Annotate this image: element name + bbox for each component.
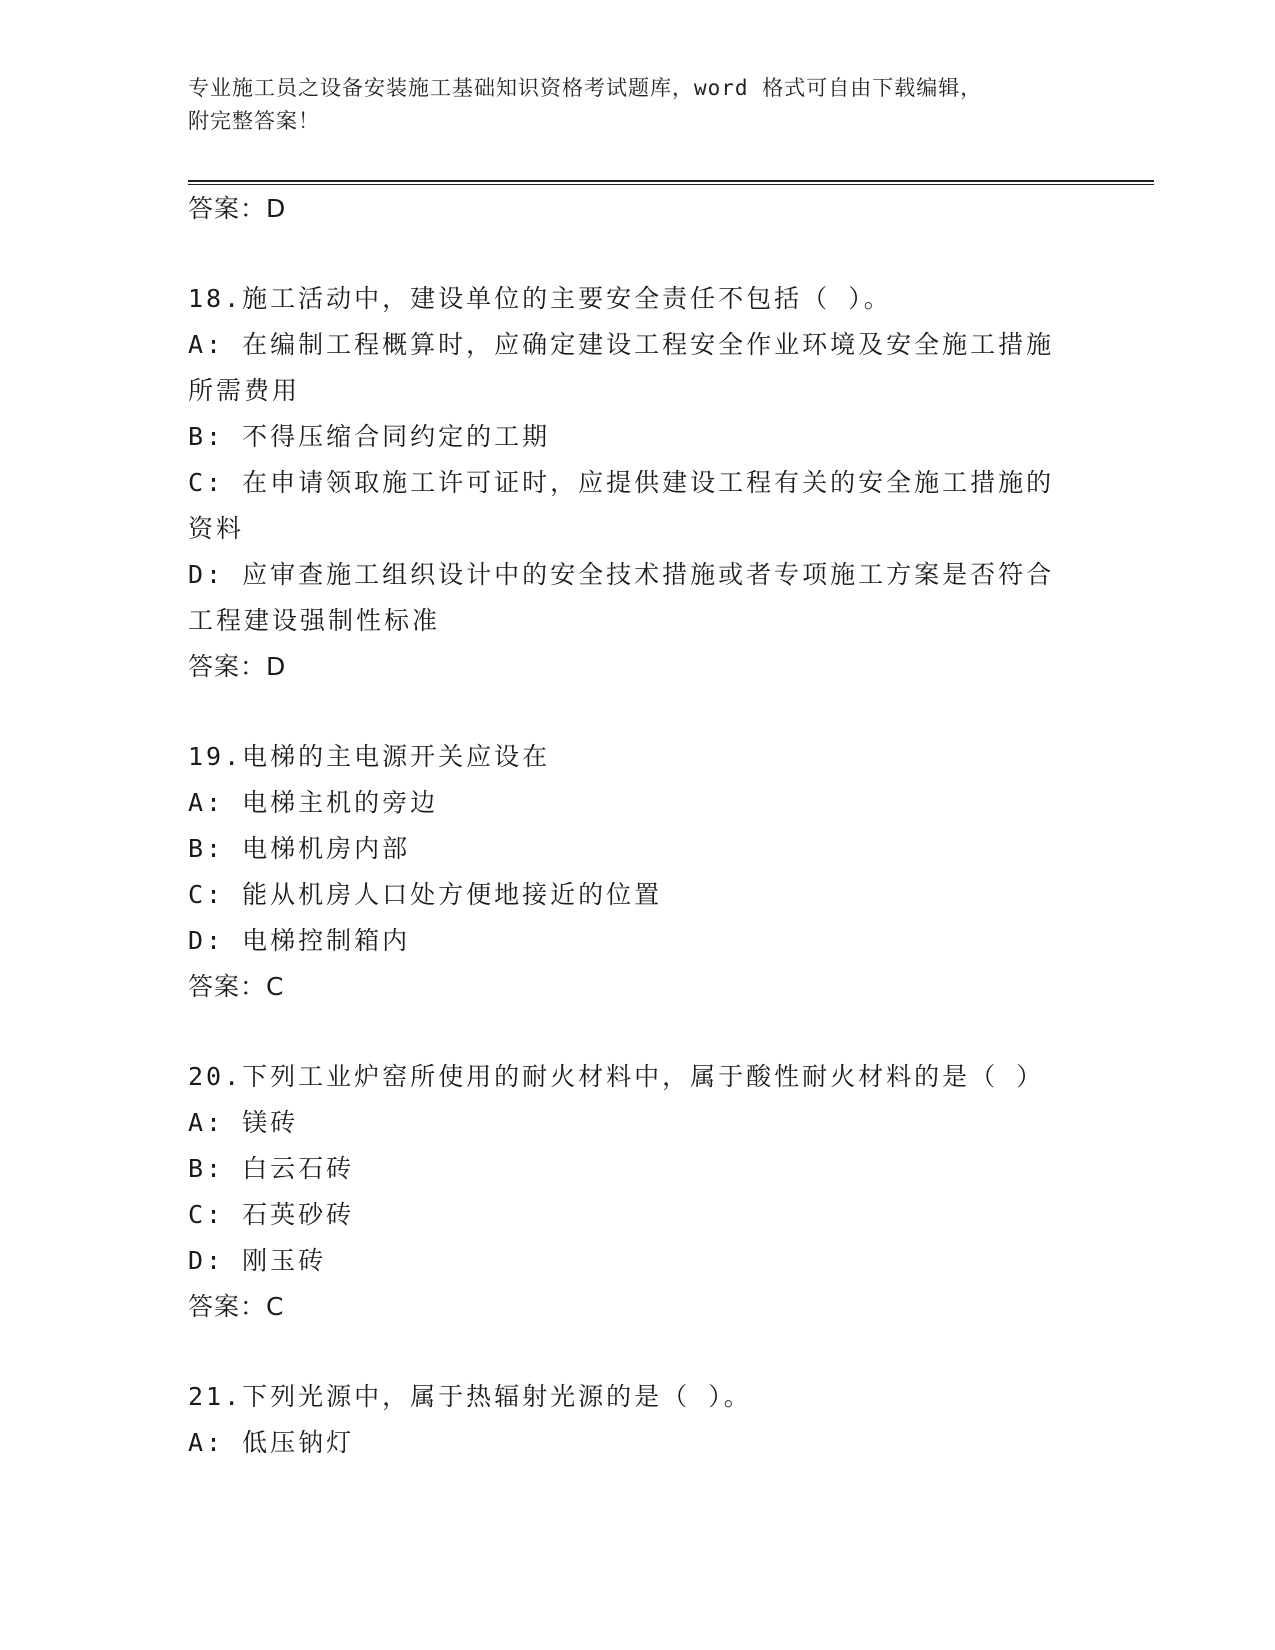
spacer bbox=[188, 1010, 1088, 1054]
option-d: D: 电梯控制箱内 bbox=[188, 926, 411, 955]
question-20 bbox=[188, 1054, 1088, 1330]
option-c: C: 在申请领取施工许可证时，应提供建设工程有关的安全施工措施的 bbox=[188, 468, 1055, 497]
spacer bbox=[188, 1330, 1088, 1374]
header-line-2: 附完整答案！ bbox=[188, 109, 320, 133]
question-stem: 18.施工活动中，建设单位的主要安全责任不包括（ ）。 bbox=[188, 284, 892, 313]
question-stem: 19.电梯的主电源开关应设在 bbox=[188, 742, 551, 771]
option-b: B: 电梯机房内部 bbox=[188, 834, 411, 863]
option-d-continued: 工程建设强制性标准 bbox=[188, 606, 441, 635]
option-c-continued: 资料 bbox=[188, 514, 245, 543]
answer: 答案：C bbox=[188, 1292, 285, 1321]
header-divider-thick bbox=[188, 180, 1154, 182]
question-stem: 20.下列工业炉窑所使用的耐火材料中，属于酸性耐火材料的是（ ） bbox=[188, 1062, 1045, 1091]
option-c: C: 能从机房人口处方便地接近的位置 bbox=[188, 880, 663, 909]
question-stem: 21.下列光源中，属于热辐射光源的是（ ）。 bbox=[188, 1382, 752, 1411]
option-b: B: 不得压缩合同约定的工期 bbox=[188, 422, 551, 451]
question-21 bbox=[188, 1374, 1088, 1466]
option-a: A: 低压钠灯 bbox=[188, 1428, 355, 1457]
answer: 答案：C bbox=[188, 972, 285, 1001]
spacer bbox=[188, 690, 1088, 734]
header-line-1: 专业施工员之设备安装施工基础知识资格考试题库，word 格式可自由下载编辑， bbox=[188, 76, 983, 100]
option-a-continued: 所需费用 bbox=[188, 376, 301, 405]
question-19 bbox=[188, 734, 1088, 1010]
spacer bbox=[188, 232, 1088, 276]
option-b: B: 白云石砖 bbox=[188, 1154, 355, 1183]
option-a: A: 镁砖 bbox=[188, 1108, 299, 1137]
option-a: A: 电梯主机的旁边 bbox=[188, 788, 439, 817]
option-c: C: 石英砂砖 bbox=[188, 1200, 355, 1229]
answer-17: 答案：D bbox=[188, 194, 287, 223]
header-divider-thin bbox=[188, 184, 1154, 185]
document-header bbox=[188, 72, 1088, 138]
option-a: A: 在编制工程概算时，应确定建设工程安全作业环境及安全施工措施 bbox=[188, 330, 1055, 359]
question-list bbox=[188, 186, 1088, 1466]
answer: 答案：D bbox=[188, 652, 287, 681]
option-d: D: 应审查施工组织设计中的安全技术措施或者专项施工方案是否符合 bbox=[188, 560, 1055, 589]
option-d: D: 刚玉砖 bbox=[188, 1246, 327, 1275]
question-18 bbox=[188, 276, 1088, 690]
